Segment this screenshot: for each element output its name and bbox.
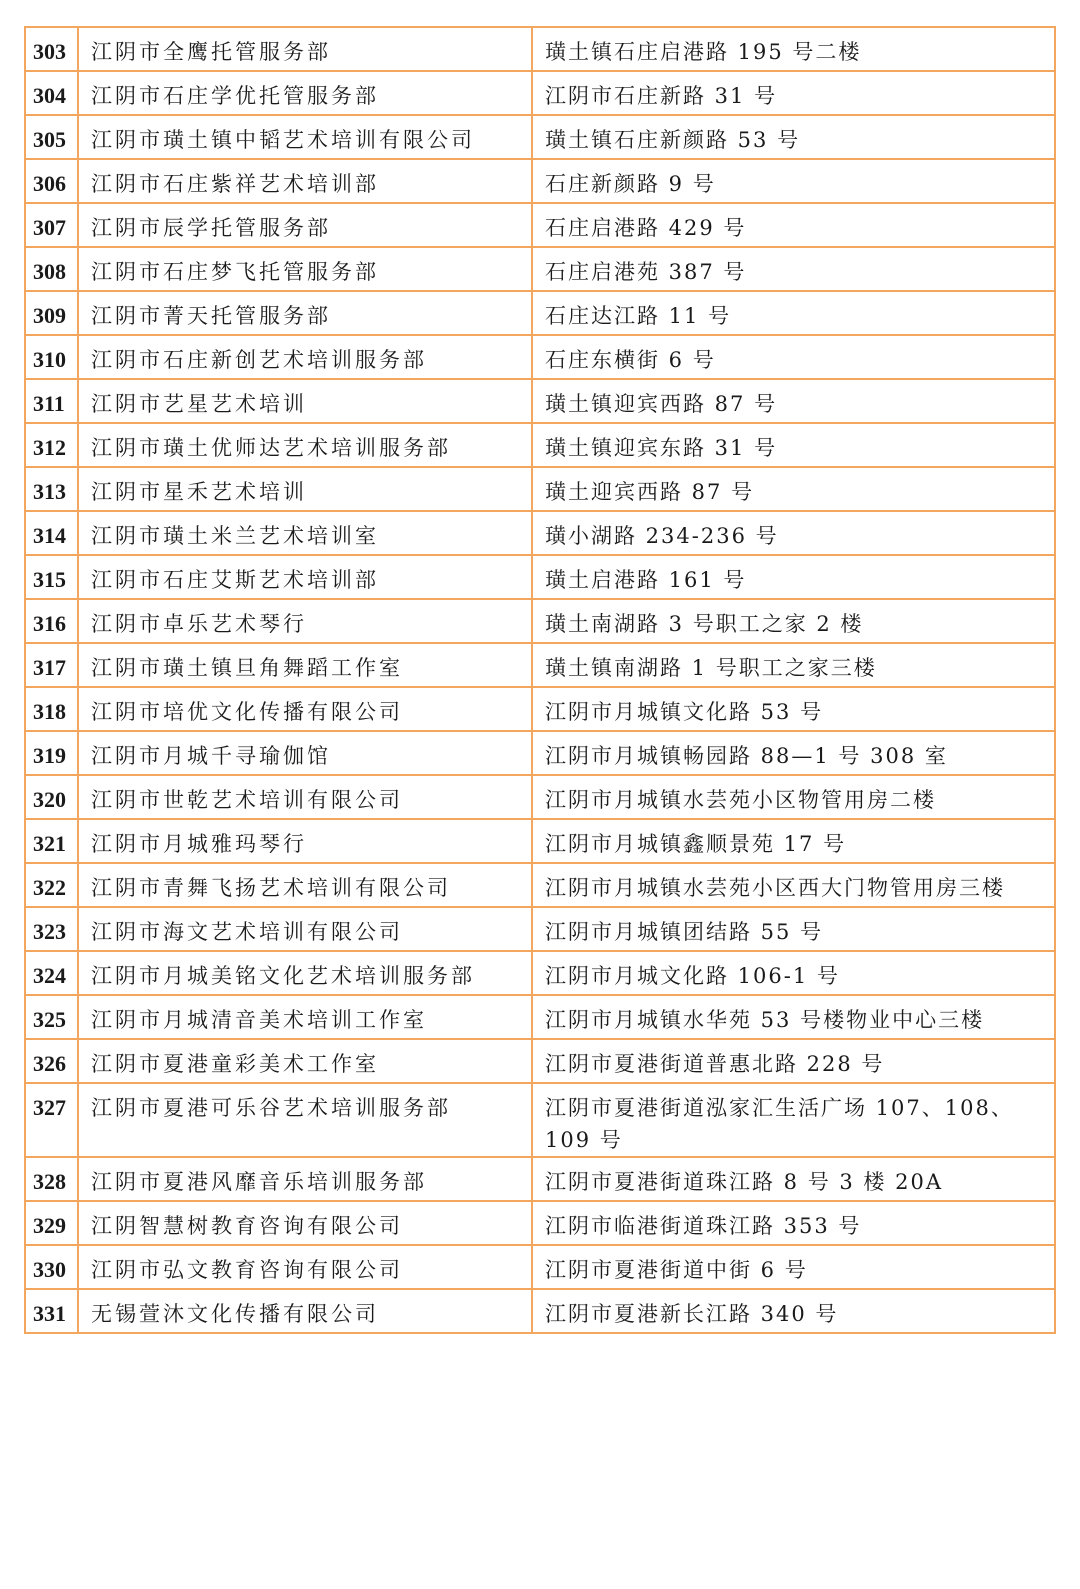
institution-address: 江阴市夏港街道普惠北路 228 号 <box>532 1039 1055 1083</box>
institution-address: 江阴市月城文化路 106-1 号 <box>532 951 1055 995</box>
row-number: 326 <box>25 1039 78 1083</box>
institution-name: 江阴市夏港风靡音乐培训服务部 <box>78 1157 532 1201</box>
institution-name: 江阴市海文艺术培训有限公司 <box>78 907 532 951</box>
institution-name: 江阴市月城千寻瑜伽馆 <box>78 731 532 775</box>
institution-name: 江阴智慧树教育咨询有限公司 <box>78 1201 532 1245</box>
institution-address: 石庄新颜路 9 号 <box>532 159 1055 203</box>
institution-address: 江阴市石庄新路 31 号 <box>532 71 1055 115</box>
institution-name: 江阴市璜土镇中韬艺术培训有限公司 <box>78 115 532 159</box>
institution-name: 江阴市全鹰托管服务部 <box>78 27 532 71</box>
table-body <box>25 27 1055 1333</box>
table-row <box>25 643 1055 687</box>
institution-name: 江阴市菁天托管服务部 <box>78 291 532 335</box>
institution-address: 璜土镇南湖路 1 号职工之家三楼 <box>532 643 1055 687</box>
institution-address: 璜小湖路 234-236 号 <box>532 511 1055 555</box>
institution-name: 江阴市璜土优师达艺术培训服务部 <box>78 423 532 467</box>
row-number: 304 <box>25 71 78 115</box>
institution-address: 江阴市临港街道珠江路 353 号 <box>532 1201 1055 1245</box>
institution-address: 璜土镇迎宾东路 31 号 <box>532 423 1055 467</box>
row-number: 308 <box>25 247 78 291</box>
row-number: 313 <box>25 467 78 511</box>
row-number: 323 <box>25 907 78 951</box>
institution-name: 江阴市石庄梦飞托管服务部 <box>78 247 532 291</box>
table-row <box>25 863 1055 907</box>
institution-table-wrapper <box>24 26 1056 1334</box>
institution-name: 江阴市璜土镇旦角舞蹈工作室 <box>78 643 532 687</box>
institution-address: 江阴市夏港新长江路 340 号 <box>532 1289 1055 1333</box>
institution-name: 江阴市石庄紫祥艺术培训部 <box>78 159 532 203</box>
row-number: 303 <box>25 27 78 71</box>
table-row <box>25 247 1055 291</box>
institution-name: 江阴市石庄学优托管服务部 <box>78 71 532 115</box>
institution-address: 石庄达江路 11 号 <box>532 291 1055 335</box>
institution-address: 江阴市夏港街道珠江路 8 号 3 楼 20A <box>532 1157 1055 1201</box>
row-number: 310 <box>25 335 78 379</box>
institution-address: 江阴市月城镇畅园路 88—1 号 308 室 <box>532 731 1055 775</box>
table-row <box>25 71 1055 115</box>
row-number: 305 <box>25 115 78 159</box>
table-row <box>25 467 1055 511</box>
table-row <box>25 731 1055 775</box>
institution-address: 江阴市夏港街道泓家汇生活广场 107、108、109 号 <box>532 1083 1055 1157</box>
table-row <box>25 1245 1055 1289</box>
institution-name: 江阴市璜土米兰艺术培训室 <box>78 511 532 555</box>
institution-address: 璜土镇迎宾西路 87 号 <box>532 379 1055 423</box>
institution-address: 江阴市月城镇水华苑 53 号楼物业中心三楼 <box>532 995 1055 1039</box>
institution-name: 江阴市夏港可乐谷艺术培训服务部 <box>78 1083 532 1157</box>
row-number: 319 <box>25 731 78 775</box>
table-row <box>25 555 1055 599</box>
row-number: 317 <box>25 643 78 687</box>
row-number: 315 <box>25 555 78 599</box>
table-row <box>25 819 1055 863</box>
institution-table <box>24 26 1056 1334</box>
table-row <box>25 291 1055 335</box>
table-row <box>25 203 1055 247</box>
table-row <box>25 687 1055 731</box>
institution-address: 石庄启港苑 387 号 <box>532 247 1055 291</box>
table-row <box>25 951 1055 995</box>
table-row <box>25 115 1055 159</box>
row-number: 320 <box>25 775 78 819</box>
row-number: 322 <box>25 863 78 907</box>
row-number: 314 <box>25 511 78 555</box>
row-number: 312 <box>25 423 78 467</box>
table-row <box>25 159 1055 203</box>
institution-name: 江阴市青舞飞扬艺术培训有限公司 <box>78 863 532 907</box>
table-row <box>25 775 1055 819</box>
table-row <box>25 511 1055 555</box>
institution-name: 江阴市辰学托管服务部 <box>78 203 532 247</box>
institution-address: 璜土镇石庄启港路 195 号二楼 <box>532 27 1055 71</box>
institution-address: 江阴市月城镇水芸苑小区西大门物管用房三楼 <box>532 863 1055 907</box>
row-number: 328 <box>25 1157 78 1201</box>
institution-name: 江阴市艺星艺术培训 <box>78 379 532 423</box>
row-number: 311 <box>25 379 78 423</box>
table-row <box>25 599 1055 643</box>
table-row <box>25 423 1055 467</box>
institution-name: 江阴市月城清音美术培训工作室 <box>78 995 532 1039</box>
institution-name: 江阴市星禾艺术培训 <box>78 467 532 511</box>
table-row <box>25 1039 1055 1083</box>
row-number: 316 <box>25 599 78 643</box>
row-number: 329 <box>25 1201 78 1245</box>
institution-address: 江阴市月城镇水芸苑小区物管用房二楼 <box>532 775 1055 819</box>
row-number: 306 <box>25 159 78 203</box>
institution-name: 江阴市培优文化传播有限公司 <box>78 687 532 731</box>
institution-name: 江阴市弘文教育咨询有限公司 <box>78 1245 532 1289</box>
row-number: 324 <box>25 951 78 995</box>
institution-name: 江阴市夏港童彩美术工作室 <box>78 1039 532 1083</box>
institution-name: 江阴市月城美铭文化艺术培训服务部 <box>78 951 532 995</box>
institution-address: 江阴市月城镇团结路 55 号 <box>532 907 1055 951</box>
institution-address: 石庄东横街 6 号 <box>532 335 1055 379</box>
table-row <box>25 995 1055 1039</box>
institution-name: 江阴市石庄新创艺术培训服务部 <box>78 335 532 379</box>
institution-address: 璜土启港路 161 号 <box>532 555 1055 599</box>
row-number: 318 <box>25 687 78 731</box>
table-row <box>25 27 1055 71</box>
institution-name: 江阴市月城雅玛琴行 <box>78 819 532 863</box>
institution-name: 江阴市世乾艺术培训有限公司 <box>78 775 532 819</box>
table-row <box>25 907 1055 951</box>
row-number: 330 <box>25 1245 78 1289</box>
institution-name: 江阴市石庄艾斯艺术培训部 <box>78 555 532 599</box>
institution-address: 璜土镇石庄新颜路 53 号 <box>532 115 1055 159</box>
row-number: 321 <box>25 819 78 863</box>
table-row <box>25 379 1055 423</box>
institution-address: 石庄启港路 429 号 <box>532 203 1055 247</box>
row-number: 331 <box>25 1289 78 1333</box>
row-number: 307 <box>25 203 78 247</box>
row-number: 309 <box>25 291 78 335</box>
institution-name: 无锡萱沐文化传播有限公司 <box>78 1289 532 1333</box>
table-row <box>25 1157 1055 1201</box>
row-number: 327 <box>25 1083 78 1157</box>
table-row <box>25 1289 1055 1333</box>
table-row <box>25 335 1055 379</box>
institution-name: 江阴市卓乐艺术琴行 <box>78 599 532 643</box>
institution-address: 璜土迎宾西路 87 号 <box>532 467 1055 511</box>
institution-address: 江阴市夏港街道中街 6 号 <box>532 1245 1055 1289</box>
row-number: 325 <box>25 995 78 1039</box>
institution-address: 璜土南湖路 3 号职工之家 2 楼 <box>532 599 1055 643</box>
table-row <box>25 1201 1055 1245</box>
institution-address: 江阴市月城镇文化路 53 号 <box>532 687 1055 731</box>
table-row <box>25 1083 1055 1157</box>
institution-address: 江阴市月城镇鑫顺景苑 17 号 <box>532 819 1055 863</box>
